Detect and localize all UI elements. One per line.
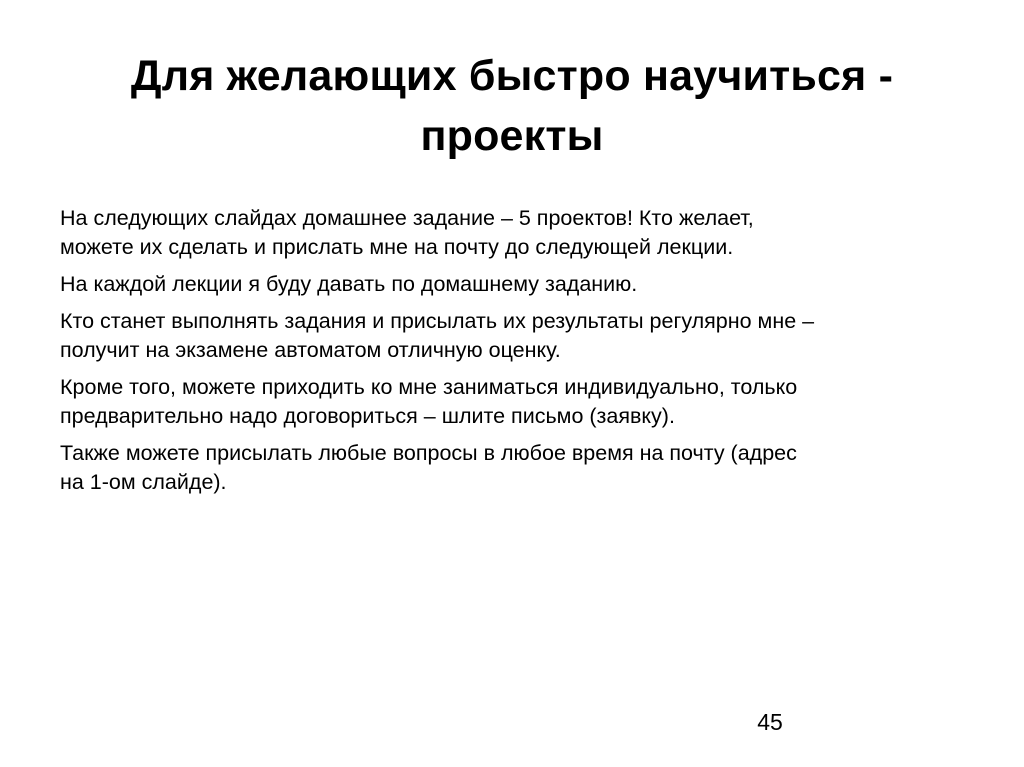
paragraph-line: предварительно надо договориться – шлите письмо (заявку). xyxy=(60,404,675,428)
paragraph-line: на 1-ом слайде). xyxy=(60,470,227,494)
paragraph-questions-by-email xyxy=(60,439,980,497)
slide-title-line-1: Для желающих быстро научиться - xyxy=(130,52,894,100)
paragraph-line: получит на экзамене автоматом отличную оценку. xyxy=(60,338,561,362)
paragraph-homework-projects xyxy=(60,204,980,262)
paragraph-line: Кроме того, можете приходить ко мне заниматься индивидуально, только xyxy=(60,375,798,399)
paragraph-line: можете их сделать и прислать мне на почту до следующей лекции. xyxy=(60,235,734,259)
paragraph-line: Кто станет выполнять задания и присылать их результаты регулярно мне – xyxy=(60,309,815,333)
paragraph-each-lecture xyxy=(60,270,980,299)
paragraph-line: На следующих слайдах домашнее задание – 5 проектов! Кто желает, xyxy=(60,206,754,230)
page-number: 45 xyxy=(757,709,783,735)
paragraph-individual-lessons xyxy=(60,373,980,431)
paragraph-line: Также можете присылать любые вопросы в любое время на почту (адрес xyxy=(60,441,797,465)
paragraph-regular-results xyxy=(60,307,980,365)
slide-title xyxy=(40,46,984,166)
slide-body xyxy=(60,204,980,505)
paragraph-line: На каждой лекции я буду давать по домашнему заданию. xyxy=(60,272,638,296)
slide-title-line-2: проекты xyxy=(420,112,604,160)
